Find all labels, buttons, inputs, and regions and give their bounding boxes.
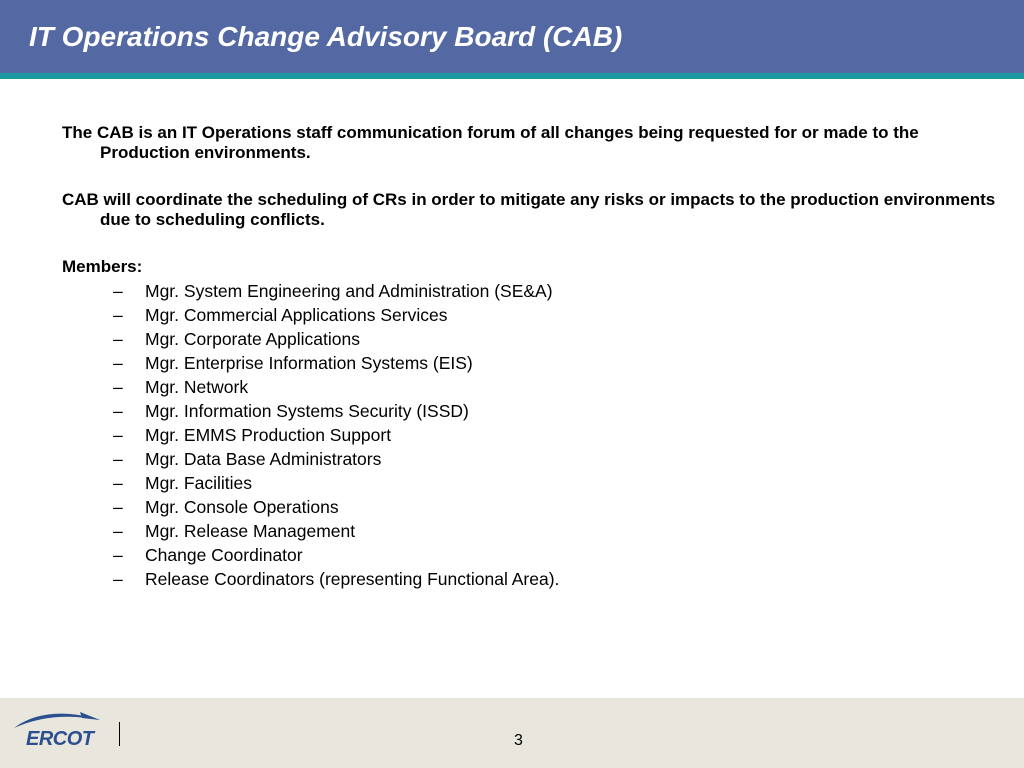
member-label: Mgr. Corporate Applications [145,329,360,349]
member-label: Mgr. System Engineering and Administration (SE&A) [145,281,553,301]
dash-bullet: – [113,353,123,373]
dash-bullet: – [113,425,123,445]
dash-bullet: – [113,449,123,469]
list-item [113,327,559,351]
dash-bullet: – [113,521,123,541]
list-item [113,303,559,327]
ercot-logo [10,706,102,750]
member-label: Mgr. Facilities [145,473,252,493]
list-item [113,399,559,423]
footer-divider [119,722,120,746]
intro-paragraph: The CAB is an IT Operations staff communication forum of all changes being requested for or made to the Production environments. [62,123,919,162]
dash-bullet: – [113,329,123,349]
list-item [113,471,559,495]
slide-footer [0,698,1024,768]
dash-bullet: – [113,281,123,301]
member-label: Mgr. Console Operations [145,497,339,517]
list-item [113,351,559,375]
list-item [113,495,559,519]
dash-bullet: – [113,569,123,589]
list-item [113,543,559,567]
title-bar [0,0,1024,73]
page-number: 3 [514,732,523,749]
dash-bullet: – [113,401,123,421]
dash-bullet: – [113,305,123,325]
slide-title: IT Operations Change Advisory Board (CAB) [29,21,623,52]
list-item [113,567,559,591]
member-label: Change Coordinator [145,545,303,565]
logo-wordmark: ERCOT [26,728,94,750]
dash-bullet: – [113,545,123,565]
dash-bullet: – [113,497,123,517]
list-item [113,279,559,303]
list-item [113,423,559,447]
coordination-paragraph: CAB will coordinate the scheduling of CRs in order to mitigate any risks or impacts to the production environments due to scheduling conflicts. [62,190,996,229]
member-label: Mgr. Commercial Applications Services [145,305,448,325]
dash-bullet: – [113,473,123,493]
member-label: Mgr. EMMS Production Support [145,425,392,445]
member-label: Mgr. Data Base Administrators [145,449,382,469]
list-item [113,519,559,543]
member-label: Mgr. Release Management [145,521,356,541]
members-heading: Members: [62,257,143,276]
member-label: Release Coordinators (representing Functional Area). [145,569,560,589]
member-label: Mgr. Enterprise Information Systems (EIS) [145,353,473,373]
member-label: Mgr. Network [145,377,249,397]
list-item [113,375,559,399]
member-label: Mgr. Information Systems Security (ISSD) [145,401,469,421]
members-list [113,279,559,591]
title-divider [0,73,1024,79]
list-item [113,447,559,471]
dash-bullet: – [113,377,123,397]
